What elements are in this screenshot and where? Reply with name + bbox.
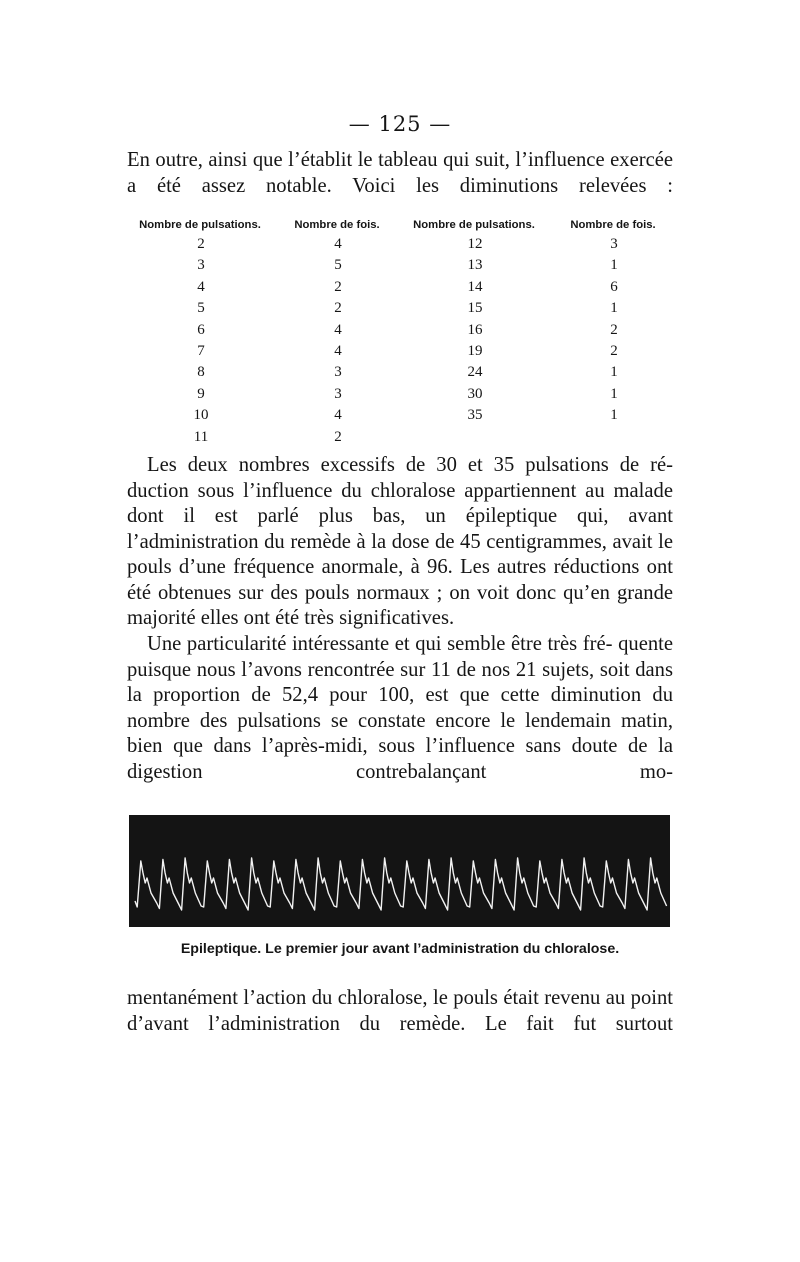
- table-cell: 3: [610, 236, 618, 252]
- table-cell: 11: [193, 428, 209, 445]
- text-line: 21 sujets, soit dans la proportion de 52,4 pour 100, est que: [127, 658, 673, 706]
- column-header: Nombre de fois.: [294, 219, 380, 231]
- body-paragraph: [127, 632, 673, 785]
- table-cell: 4: [197, 278, 205, 295]
- table-cell: 15: [467, 300, 483, 317]
- table-cell: 6: [197, 321, 205, 338]
- column-header: Nombre de pulsations.: [413, 219, 535, 231]
- table-cell: 1: [610, 364, 618, 381]
- text-line: exercée a été assez notable. Voici les diminutions relevées :: [127, 149, 673, 197]
- table-cell: 4: [334, 342, 342, 359]
- text-line: malade dont il est parlé plus bas, un épileptique qui, avant: [127, 479, 673, 527]
- table-row: [120, 384, 672, 405]
- text-line: mentanément l’action du chloralose, le pouls était revenu au: [127, 987, 626, 1009]
- text-line: encore le lendemain matin, bien que dans l’après-midi, sous: [127, 709, 673, 757]
- table-cell: [556, 427, 672, 448]
- table-header: [120, 216, 672, 234]
- table-row: [120, 341, 672, 362]
- table-cell: 30: [467, 385, 483, 402]
- table-row: [120, 234, 672, 255]
- sphygmograph-trace: [129, 815, 670, 927]
- table-cell: 19: [467, 342, 483, 359]
- table-row: [120, 277, 672, 298]
- body-paragraph: [127, 986, 673, 1037]
- table-cell: 2: [334, 278, 342, 295]
- column-header: Nombre de pulsations.: [139, 219, 261, 231]
- table-cell: 1: [610, 257, 618, 274]
- table-cell: 3: [334, 364, 342, 381]
- text-line: point d’avant l’administration du remède. Le fait fut surtout: [127, 987, 673, 1035]
- table-row: [120, 405, 672, 426]
- intro-paragraph: [127, 148, 673, 199]
- table-cell: 1: [610, 407, 618, 424]
- text-line: l’administration du remède à la dose de 45 centigrammes,: [127, 530, 607, 553]
- text-line: Les deux nombres excessifs de 30 et 35 pulsations de ré-: [147, 454, 673, 476]
- text-line: l’influence sans doute de la digestion contrebalançant mo-: [127, 735, 673, 783]
- table-cell: 3: [334, 385, 342, 402]
- text-line: quente puisque nous l’avons rencontrée sur 11 de nos: [127, 633, 673, 681]
- text-line: En outre, ainsi que l’établit le tableau qui suit, l’influence: [127, 149, 605, 171]
- table-row: [120, 320, 672, 341]
- table-cell: [394, 427, 556, 448]
- table-cell: 1: [610, 300, 618, 317]
- text-line: duction sous l’influence du chloralose appartiennent au: [127, 479, 605, 502]
- table-cell: 24: [467, 364, 483, 381]
- table-row: [120, 298, 672, 319]
- table-cell: 2: [610, 342, 618, 359]
- trace-background: [129, 815, 670, 927]
- text-line: réductions ont été obtenues sur des pouls normaux ; on voit: [127, 556, 673, 604]
- table-cell: 2: [610, 321, 618, 338]
- table-row: [120, 255, 672, 276]
- table-cell: 9: [197, 385, 205, 402]
- table-cell: 10: [193, 407, 209, 424]
- page-number: — 125 —: [348, 112, 452, 136]
- column-header: Nombre de fois.: [570, 219, 656, 231]
- table-row: [120, 362, 672, 383]
- text-line: Une particularité intéressante et qui semble être très fré-: [147, 633, 613, 655]
- table-cell: 14: [467, 278, 483, 295]
- pulse-tracing-figure: [129, 815, 670, 927]
- table-cell: 7: [197, 342, 205, 359]
- table-cell: 4: [334, 321, 342, 338]
- text-line: avait le pouls d’une fréquence anormale, à 96. Les autres: [127, 530, 673, 578]
- body-paragraph: [127, 453, 673, 632]
- table-cell: 13: [467, 257, 483, 274]
- table-cell: 8: [197, 364, 205, 381]
- table-cell: 5: [334, 257, 342, 274]
- figure-caption: Epileptique. Le premier jour avant l’administration du chloralose.: [180, 941, 620, 957]
- table-row: [120, 427, 672, 448]
- pulse-table: [120, 216, 672, 448]
- table-cell: 2: [197, 236, 205, 252]
- table-cell: 35: [467, 407, 483, 424]
- text-line: donc qu’en grande majorité elles ont été très significatives.: [127, 581, 674, 629]
- table-cell: 3: [197, 257, 205, 274]
- text-line: cette diminution du nombre des pulsations se constate: [127, 684, 673, 732]
- table-cell: 2: [334, 428, 342, 445]
- table-cell: 5: [197, 300, 205, 317]
- table-cell: 12: [467, 236, 483, 252]
- table-body: [120, 234, 672, 448]
- table-cell: 16: [467, 321, 483, 338]
- table-cell: 1: [610, 385, 618, 402]
- table-cell: 4: [334, 236, 342, 252]
- table-cell: 6: [610, 278, 618, 295]
- table-cell: 2: [334, 300, 342, 317]
- table-cell: 4: [334, 407, 342, 424]
